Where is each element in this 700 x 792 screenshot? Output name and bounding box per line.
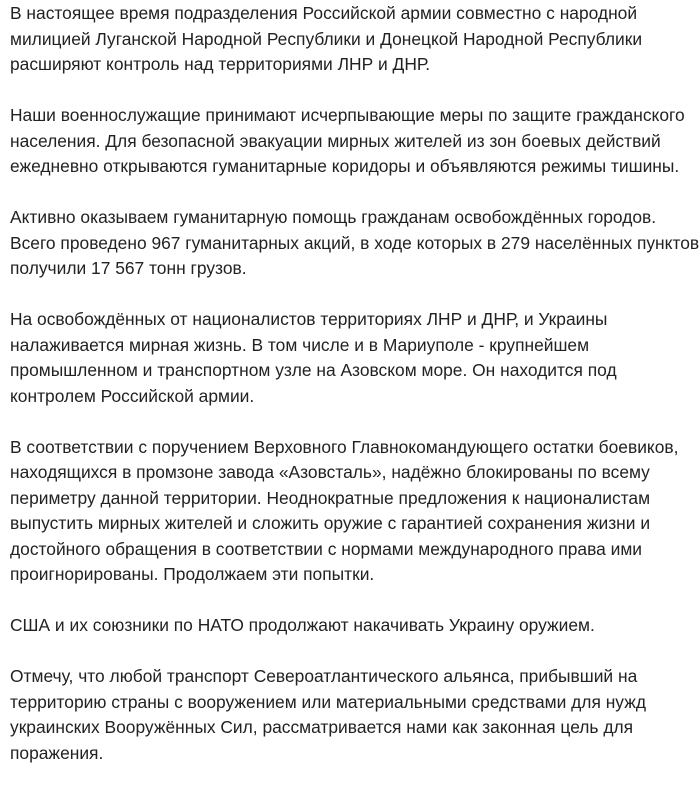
text-line: контролем Российской армии. — [10, 385, 255, 406]
text-line: получили 17 567 тонн грузов. — [10, 258, 247, 278]
text-line: На освобождённых от националистов территориях ЛНР и ДНР, и Украины — [10, 309, 608, 329]
text-line: территорию страны с вооружением или материальными средствами для нужд — [10, 691, 646, 712]
text-line: ежедневно открываются гуманитарные коридоры и объявляются режимы тишины. — [10, 156, 680, 176]
paragraph-mariupol — [10, 307, 698, 409]
text-line: проигнорированы. Продолжаем эти попытки. — [10, 564, 375, 584]
paragraph-azovstal — [10, 435, 698, 588]
article-body — [10, 1, 698, 792]
text-line: населения. Для безопасной эвакуации мирных жителей из зон боевых действий — [10, 130, 661, 151]
text-line: выпустить мирных жителей и сложить оружие с гарантией сохранения жизни и — [10, 513, 651, 533]
text-line: В настоящее время подразделения Российской армии совместно с народной — [10, 3, 638, 23]
text-line: периметру данной территории. Неоднократные предложения к националистам — [10, 487, 651, 508]
text-line: Наши военнослужащие принимают исчерпывающие меры по защите гражданского — [10, 105, 685, 125]
text-line: расширяют контроль над территориями ЛНР и ДНР. — [10, 54, 431, 74]
paragraph-situation — [10, 1, 698, 78]
text-line: налаживается мирная жизнь. В том числе и в Мариуполе - крупнейшем — [10, 334, 590, 355]
text-line: США и их союзники по НАТО продолжают накачивать Украину оружием. — [10, 615, 595, 635]
text-line: украинских Вооружённых Сил, рассматривается нами как законная цель для — [10, 717, 634, 737]
text-line: Активно оказываем гуманитарную помощь гражданам освобождённых городов. — [10, 207, 657, 227]
text-line: достойного обращения в соответствии с нормами международного права ими — [10, 538, 643, 559]
text-line: милицией Луганской Народной Республики и Донецкой Народной Республики — [10, 28, 643, 49]
text-line: промышленном и транспортном узле на Азовском море. Он находится под — [10, 360, 617, 380]
paragraph-legitimate-target — [10, 664, 698, 766]
text-line: Отмечу, что любой транспорт Североатлантического альянса, прибывший на — [10, 666, 638, 686]
paragraph-humanitarian-aid — [10, 205, 698, 282]
paragraph-civilians — [10, 103, 698, 180]
text-line: В соответствии с поручением Верховного Главнокомандующего остатки боевиков, — [10, 436, 679, 457]
text-line: Всего проведено 967 гуманитарных акций, в ходе которых в 279 населённых пунктов — [10, 232, 700, 253]
text-line: находящихся в промзоне завода «Азовсталь», надёжно блокированы по всему — [10, 462, 650, 482]
text-line: поражения. — [10, 742, 104, 763]
paragraph-nato-weapons — [10, 613, 698, 639]
